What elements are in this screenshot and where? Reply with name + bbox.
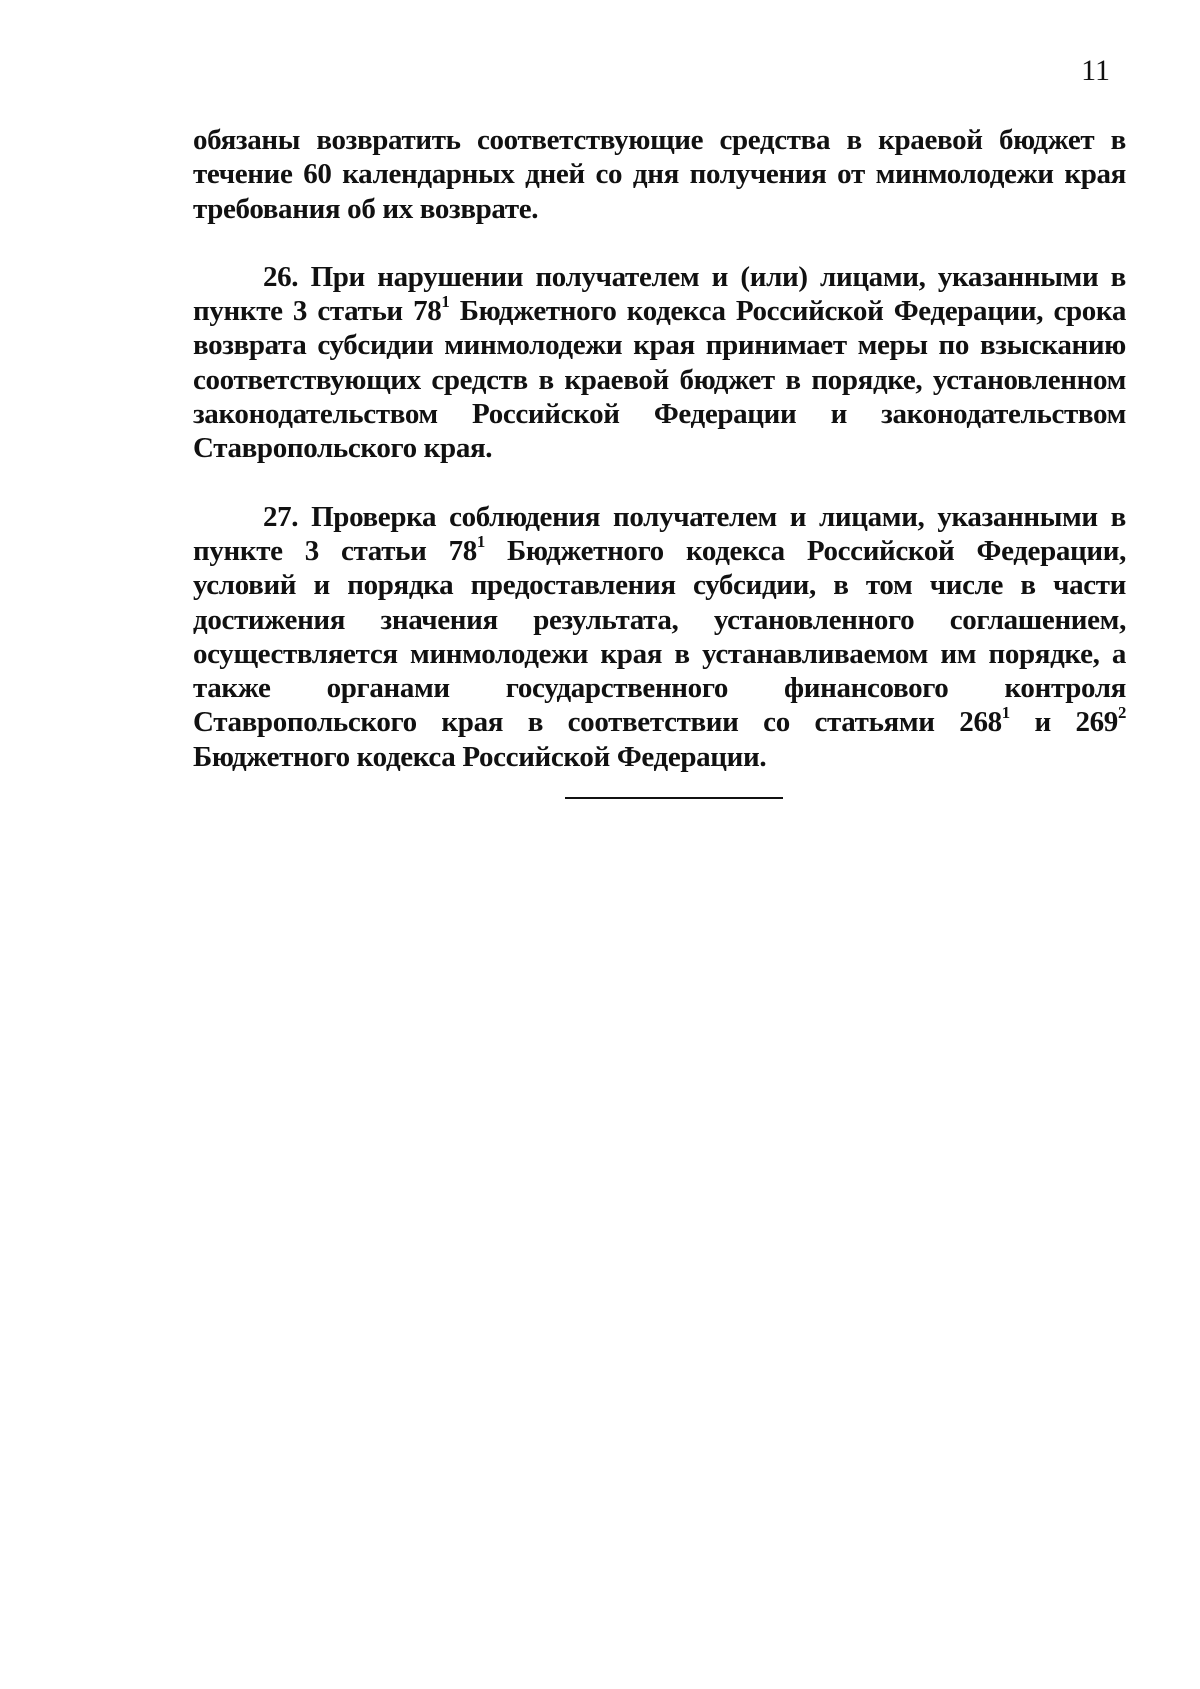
paragraph-text: 27. Проверка соблюдения получателем и лицами, указанными в пункте 3 статьи 78	[193, 500, 1126, 567]
end-of-document-rule	[565, 797, 783, 799]
article-superscript: 1	[476, 531, 485, 551]
article-superscript: 1	[1001, 703, 1010, 723]
paragraph-text: Бюджетного кодекса Российской Федерации.	[193, 740, 767, 773]
paragraph-26	[193, 260, 1126, 466]
paragraph-text: обязаны возвратить соответствующие средства в краевой бюджет в течение 60 календарных дней со дня получения от минмолодежи края требования об их возврате.	[193, 124, 1126, 225]
paragraph-text: Бюджетного кодекса Российской Федерации, условий и порядка предоставления субсидии, в том числе в части достижения значения результата, установленного соглашением, осуществляется минмолодежи края в устанавливаемом им порядке, а также органами государственного финансового контроля Ставропольского края в соответствии со статьями 268	[193, 534, 1126, 739]
document-body	[193, 123, 1126, 774]
paragraph-text: и 269	[1009, 706, 1118, 739]
paragraph-27	[193, 500, 1126, 774]
paragraph-text: Бюджетного кодекса Российской Федерации, срока возврата субсидии минмолодежи края принимает меры по взысканию соответствующих средств в краевой бюджет в порядке, установленном законодательством Российской Федерации и законодательством Ставропольского края.	[193, 295, 1126, 465]
paragraph-continuation	[193, 123, 1126, 226]
article-superscript: 2	[1117, 703, 1126, 723]
page-number: 11	[1081, 54, 1110, 87]
paragraph-text: 26. При нарушении получателем и (или) лицами, указанными в пункте 3 статьи 78	[193, 260, 1126, 328]
article-superscript: 1	[441, 292, 450, 312]
